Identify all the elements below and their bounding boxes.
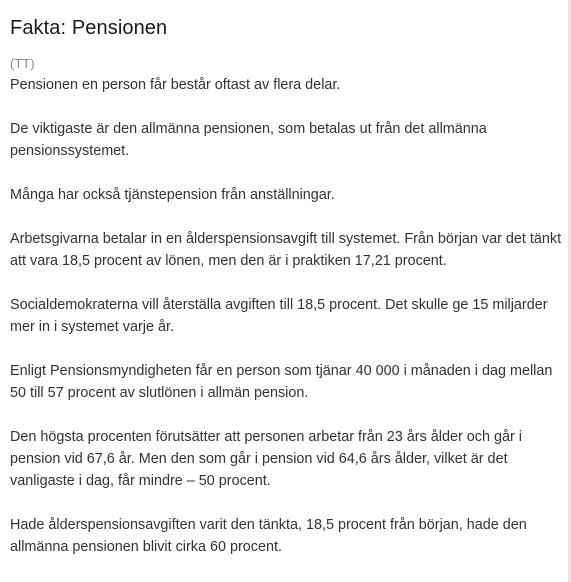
article-title: Fakta: Pensionen	[10, 17, 168, 39]
paragraph: De viktigaste är den allmänna pensionen, som betalas ut från det allmänna pensionssystemet.	[10, 121, 487, 159]
paragraph: Socialdemokraterna vill återställa avgiften till 18,5 procent. Det skulle ge 15 miljarder mer in i systemet varje år.	[10, 297, 548, 335]
paragraph: Många har också tjänstepension från anställningar.	[10, 187, 335, 203]
paragraph: Enligt Pensionsmyndigheten får en person som tjänar 40 000 i månaden i dag mellan 50 till 57 procent av slutlönen i allmän pension.	[10, 363, 553, 401]
paragraph: Pensionen en person får består oftast av flera delar.	[10, 77, 341, 93]
source-label: (TT)	[10, 56, 35, 71]
paragraph: Arbetsgivarna betalar in en ålderspensionsavgift till systemet. Från början var det tänkt att vara 18,5 procent av lönen, men den är i praktiken 17,21 procent.	[10, 231, 562, 269]
paragraph: Hade ålderspensionsavgiften varit den tänkta, 18,5 procent från början, hade den allmänna pensionen blivit cirka 60 procent.	[10, 517, 527, 555]
paragraph: Den högsta procenten förutsätter att personen arbetar från 23 års ålder och går i pension vid 67,6 år. Men den som går i pension vid 64,6 års ålder, vilket är det vanligaste i dag, får mindre – 50 procent.	[10, 429, 522, 489]
fact-box	[10, 14, 562, 558]
